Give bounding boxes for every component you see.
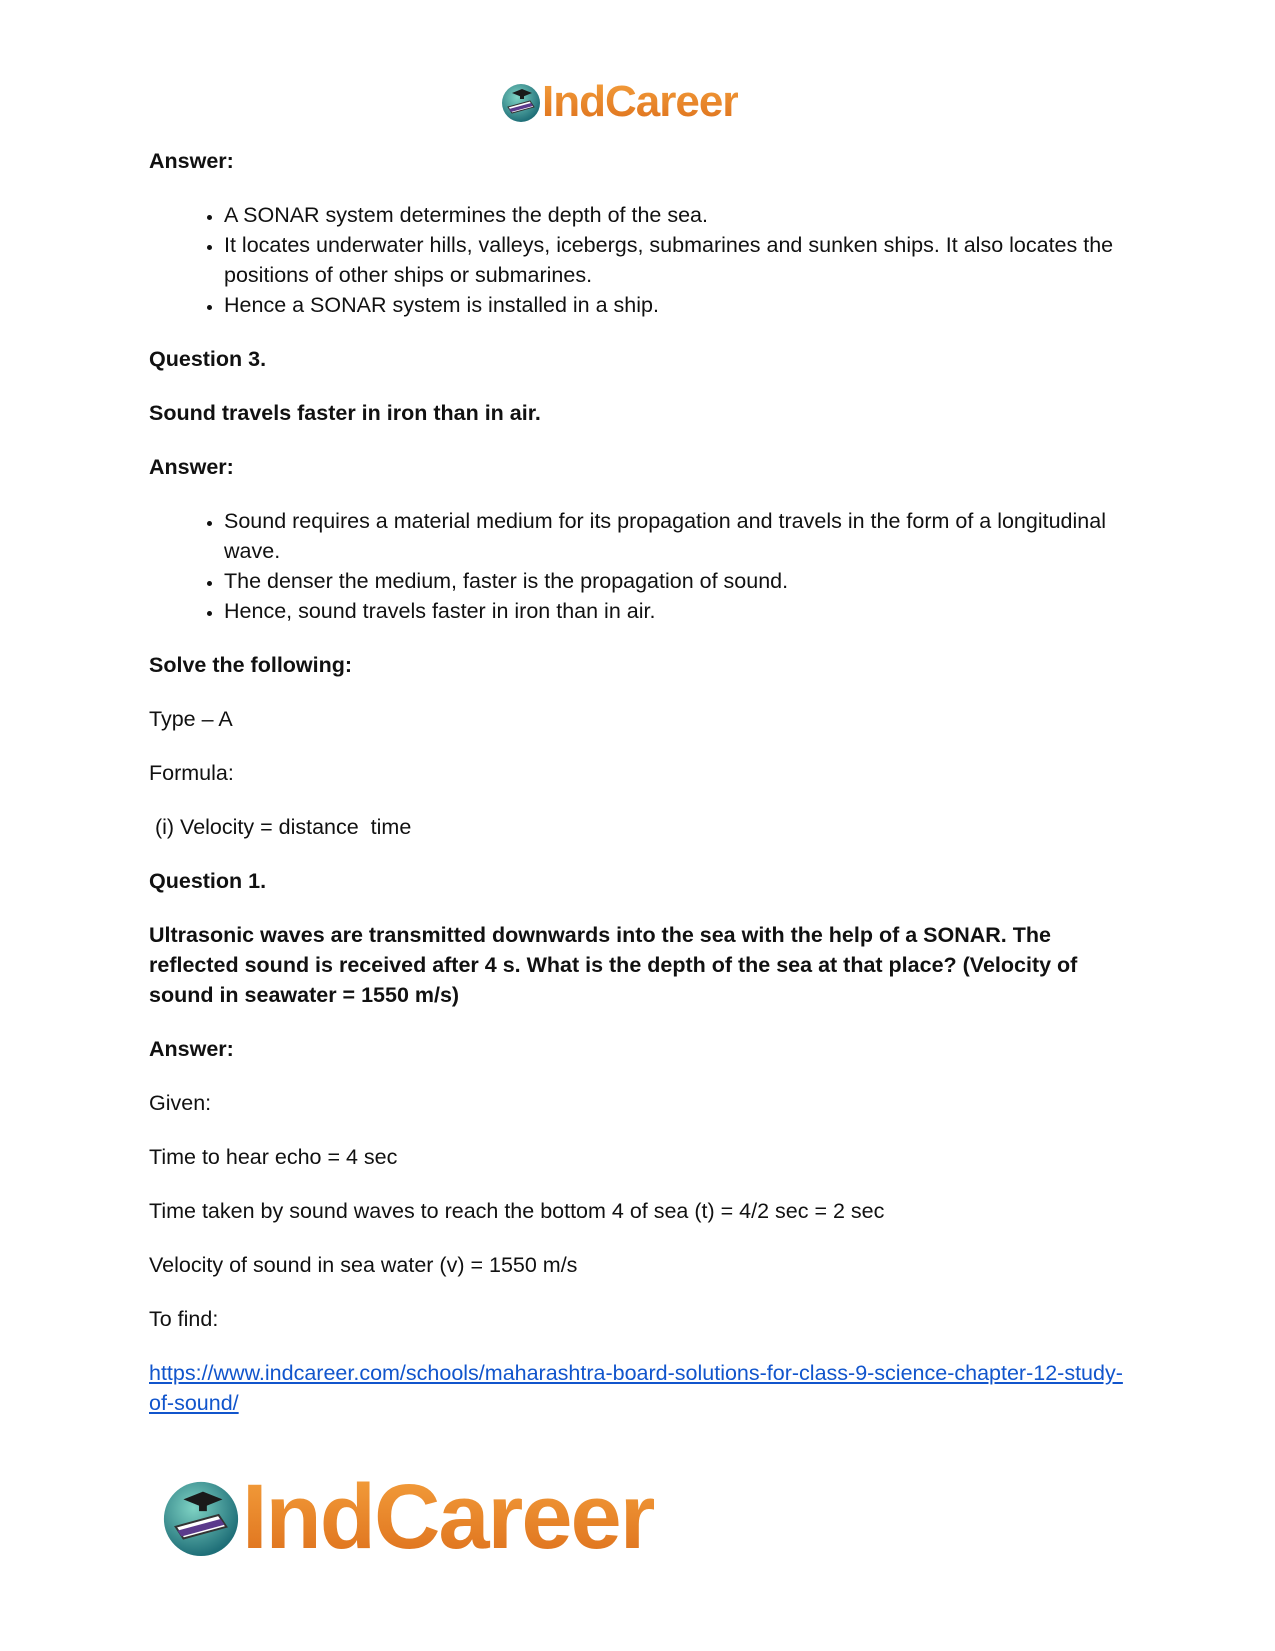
- answer-list: [149, 200, 1139, 320]
- section-heading: Solve the following:: [149, 653, 353, 677]
- list-item: • Hence a SONAR system is installed in a ship.: [224, 290, 1139, 320]
- to-find-label: To find:: [149, 1307, 219, 1331]
- footer-logo: [160, 1468, 654, 1566]
- logo-wordmark: IndCareer: [242, 1466, 654, 1568]
- document-body: [149, 146, 1139, 1418]
- formula-text: (i) Velocity = distance time: [149, 815, 412, 839]
- list-item: • The denser the medium, faster is the propagation of sound.: [224, 566, 1139, 596]
- list-item: • Sound requires a material medium for its propagation and travels in the form of a longitudinal wave.: [224, 506, 1139, 566]
- source-link[interactable]: https://www.indcareer.com/schools/maharashtra-board-solutions-for-class-9-science-chapter-12-study-of-sound/: [149, 1361, 1123, 1415]
- given-line: Time taken by sound waves to reach the bottom 4 of sea (t) = 4/2 sec = 2 sec: [149, 1199, 885, 1223]
- globe-book-icon: [160, 1476, 242, 1558]
- globe-book-icon: [500, 81, 542, 123]
- list-item: • It locates underwater hills, valleys, icebergs, submarines and sunken ships. It also locates the positions of other ships or submarines.: [224, 230, 1139, 290]
- formula-label: Formula:: [149, 761, 234, 785]
- answer-label: Answer:: [149, 1037, 234, 1061]
- list-item: • Hence, sound travels faster in iron than in air.: [224, 596, 1139, 626]
- question-label: Question 3.: [149, 347, 267, 371]
- answer-list: [149, 506, 1139, 626]
- answer-label: Answer:: [149, 455, 234, 479]
- given-line: Time to hear echo = 4 sec: [149, 1145, 398, 1169]
- logo-wordmark: IndCareer: [542, 77, 739, 126]
- list-item: • A SONAR system determines the depth of the sea.: [224, 200, 1139, 230]
- type-label: Type – A: [149, 707, 233, 731]
- given-line: Velocity of sound in sea water (v) = 1550 m/s: [149, 1253, 578, 1277]
- answer-label: Answer:: [149, 149, 234, 173]
- header-logo: [500, 78, 738, 126]
- question-label: Question 1.: [149, 869, 267, 893]
- given-label: Given:: [149, 1091, 212, 1115]
- question-text: Ultrasonic waves are transmitted downwards into the sea with the help of a SONAR. The reflected sound is received after 4 s. What is the depth of the sea at that place? (Velocity of sound in seawater = 1550 m/s): [149, 923, 1078, 1007]
- question-text: Sound travels faster in iron than in air.: [149, 401, 541, 425]
